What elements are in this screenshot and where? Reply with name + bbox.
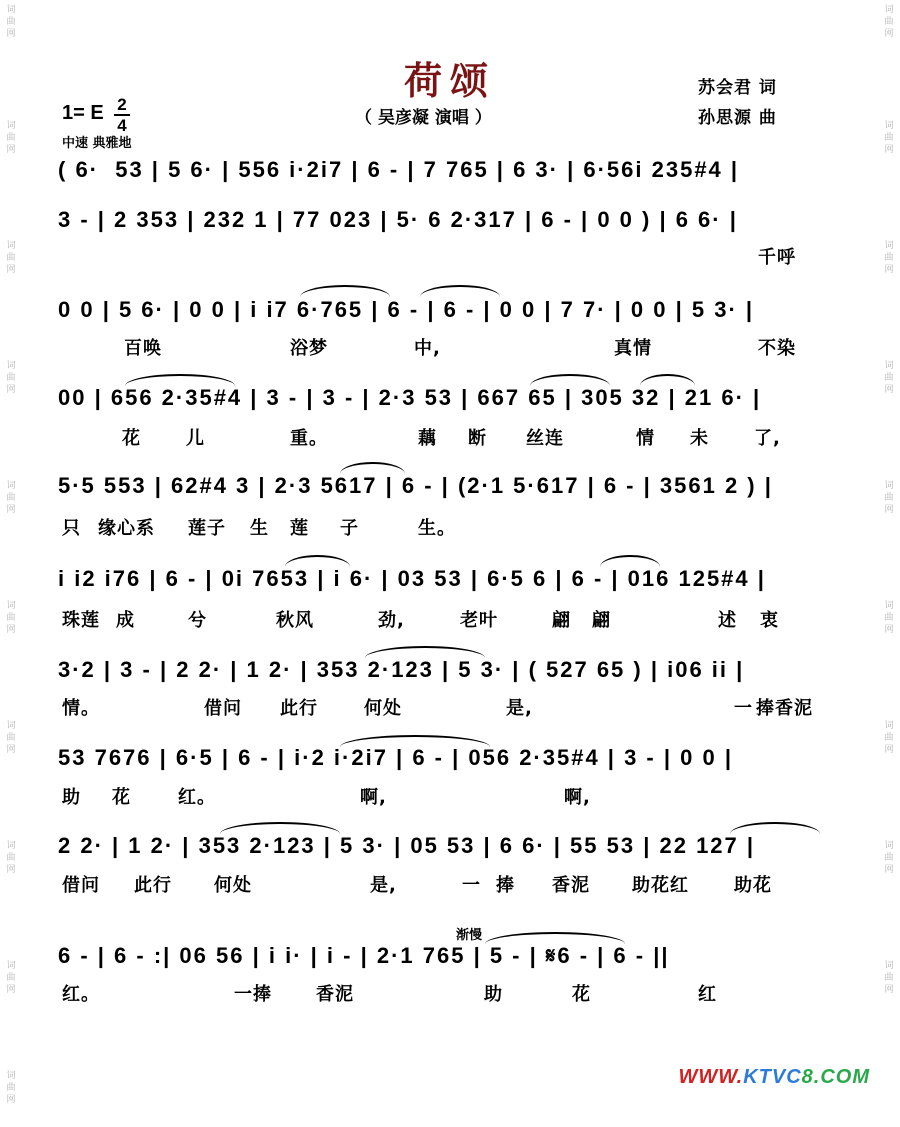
side-mark: 词 曲 网: [884, 601, 894, 635]
lyric-word: 是,: [370, 875, 397, 896]
lyric-word: 借问: [62, 875, 100, 896]
lyrics-line-6: [58, 694, 858, 720]
lyric-word: 生。: [418, 518, 456, 539]
lyric-word: 捧香泥: [756, 698, 813, 719]
watermark-part: 8.COM: [801, 1066, 870, 1088]
slur-mark: [420, 285, 500, 297]
side-mark: 词 曲 网: [884, 841, 894, 875]
lyrics-line-5: [58, 606, 858, 632]
lyric-word: 珠莲: [62, 610, 100, 631]
slur-mark: [125, 374, 235, 386]
slur-mark: [340, 735, 490, 747]
lyrics-line-2: [58, 334, 858, 360]
slur-mark: [340, 462, 405, 474]
lyric-word: 花: [122, 428, 141, 449]
lyric-word: 兮: [188, 610, 207, 631]
lyric-word: 一: [734, 698, 753, 719]
notation-row-8: 53 7676 | 6·5 | 6 - | i·2 i·2i7 | 6 - | 056 2·35#4 | 3 - | 0 0 |: [58, 745, 733, 770]
side-mark: 词 曲 网: [884, 241, 894, 275]
lyric-word: 莲子: [188, 518, 226, 539]
slur-mark: [530, 374, 610, 386]
side-mark: 词 曲 网: [6, 121, 16, 155]
lyric-word: 儿: [186, 428, 205, 449]
lyric-word: 红。: [178, 787, 216, 808]
side-mark: 词 曲 网: [884, 5, 894, 39]
lyric-word: 断: [468, 428, 487, 449]
lyric-word: 香泥: [552, 875, 590, 896]
side-mark: 词 曲 网: [884, 121, 894, 155]
lyric-word: 花: [112, 787, 131, 808]
lyric-word: 子: [340, 518, 359, 539]
notation-row-5: 5·5 553 | 62#4 3 | 2·3 5617 | 6 - | (2·1 5·617 | 6 - | 3561 2 ) |: [58, 473, 773, 498]
lyric-word: 一: [462, 875, 481, 896]
lyric-word: 百唤: [124, 338, 162, 359]
lyric-word: 衷: [760, 610, 779, 631]
slur-mark: [365, 646, 485, 658]
singer-credit: （ 吴彦凝 演唱 ）: [355, 108, 492, 128]
side-mark: 词 曲 网: [6, 601, 16, 635]
lyric-word: 助花: [734, 875, 772, 896]
lyric-word: 藕: [418, 428, 437, 449]
lyric-word: 此行: [280, 698, 318, 719]
ritardando-marking: 渐慢: [456, 928, 483, 943]
slur-mark: [730, 822, 820, 834]
lyric-word: 生: [250, 518, 269, 539]
lyrics-line-3: [58, 424, 858, 450]
lyric-word: 秋风: [276, 610, 314, 631]
song-title: 荷颂: [403, 59, 496, 103]
watermark-part: KTVC: [743, 1066, 802, 1088]
lyric-word: 红: [698, 984, 717, 1005]
lyric-word: 丝连: [526, 428, 564, 449]
lyric-word: 借问: [204, 698, 242, 719]
side-mark: 词 曲 网: [6, 5, 16, 39]
notation-row-10: 6 - | 6 - :| 06 56 | i i· | i - | 2·1 765 | 5 - | 𝄋6 - | 6 - ||: [58, 943, 670, 968]
lyric-word: 花: [572, 984, 591, 1005]
lyric-word: 述: [718, 610, 737, 631]
notation-row-9: 2 2· | 1 2· | 353 2·123 | 5 3· | 05 53 | 6 6· | 55 53 | 22 127 |: [58, 833, 756, 858]
left-margin-watermark: [0, 0, 22, 1119]
side-mark: 词 曲 网: [6, 241, 16, 275]
right-margin-watermark: [878, 0, 900, 1119]
lyric-word: 了,: [754, 428, 781, 449]
lyric-word: 何处: [364, 698, 402, 719]
lyric-word: 助: [62, 787, 81, 808]
lyrics-line-7: [58, 783, 858, 809]
side-mark: 词 曲 网: [6, 841, 16, 875]
notation-row-3: 0 0 | 5 6· | 0 0 | i i7 6·765 | 6 - | 6 - | 0 0 | 7 7· | 0 0 | 5 3· |: [58, 297, 755, 322]
time-signature: [114, 96, 130, 134]
side-mark: 词 曲 网: [6, 1071, 16, 1105]
lyric-word: 成: [116, 610, 135, 631]
lyric-word: 情。: [62, 698, 100, 719]
slur-mark: [300, 285, 390, 297]
lyric-word: 不染: [758, 338, 796, 359]
side-mark: 词 曲 网: [6, 361, 16, 395]
lyric-word: 啊,: [360, 787, 387, 808]
lyric-word: 千呼: [758, 247, 796, 268]
lyric-word: 翩: [552, 610, 571, 631]
lyric-word: 何处: [214, 875, 252, 896]
site-watermark: [679, 1066, 871, 1089]
lyric-word: 只: [62, 518, 81, 539]
lyric-word: 重。: [290, 428, 328, 449]
lyric-word: 莲: [290, 518, 309, 539]
side-mark: 词 曲 网: [884, 481, 894, 515]
notation-row-4: 00 | 656 2·35#4 | 3 - | 3 - | 2·3 53 | 667 65 | 305 32 | 21 6· |: [58, 385, 762, 410]
lyric-word: 翩: [592, 610, 611, 631]
composer-credit: 孙思源 曲: [698, 108, 777, 128]
notation-row-6: i i2 i76 | 6 - | 0i 7653 | i 6· | 03 53 | 6·5 6 | 6 - | 016 125#4 |: [58, 566, 766, 591]
lyric-word: 情: [636, 428, 655, 449]
slur-mark: [485, 932, 625, 944]
slur-mark: [600, 555, 660, 567]
lyricist-credit: 苏会君 词: [698, 78, 777, 98]
lyric-word: 助花红: [632, 875, 689, 896]
lyric-word: 啊,: [564, 787, 591, 808]
lyric-word: 捧: [496, 875, 515, 896]
lyric-word: 一捧: [234, 984, 272, 1005]
notation-row-2: 3 - | 2 353 | 232 1 | 77 023 | 5· 6 2·317 | 6 - | 0 0 ) | 6 6· |: [58, 207, 738, 232]
lyric-word: 劲,: [378, 610, 405, 631]
lyric-word: 未: [690, 428, 709, 449]
notation-row-1: ( 6· 53 | 5 6· | 556 i·2i7 | 6 - | 7 765 | 6 3· | 6·56i 235#4 |: [58, 157, 740, 182]
lyrics-line-4: [58, 514, 858, 540]
side-mark: 词 曲 网: [884, 361, 894, 395]
lyric-word: 红。: [62, 984, 100, 1005]
key-signature: 1= E: [62, 102, 104, 124]
lyrics-line-8: [58, 871, 858, 897]
lyric-word: 浴梦: [290, 338, 328, 359]
lyric-word: 老叶: [460, 610, 498, 631]
lyric-word: 助: [484, 984, 503, 1005]
side-mark: 词 曲 网: [6, 961, 16, 995]
lyric-word: 缘心系: [98, 518, 155, 539]
lyric-word: 此行: [134, 875, 172, 896]
lyric-word: 是,: [506, 698, 533, 719]
lyrics-line-1: [58, 243, 858, 269]
slur-mark: [220, 822, 340, 834]
time-signature-bottom: 4: [117, 116, 127, 135]
lyric-word: 香泥: [316, 984, 354, 1005]
tempo-marking: 中速 典雅地: [62, 136, 132, 151]
notation-row-7: 3·2 | 3 - | 2 2· | 1 2· | 353 2·123 | 5 3· | ( 527 65 ) | i06 ii |: [58, 657, 745, 682]
watermark-part: WWW.: [678, 1066, 744, 1088]
slur-mark: [285, 555, 350, 567]
side-mark: 词 曲 网: [884, 961, 894, 995]
time-signature-top: 2: [117, 95, 127, 114]
lyric-word: 真情: [614, 338, 652, 359]
side-mark: 词 曲 网: [884, 721, 894, 755]
lyric-word: 中,: [414, 338, 441, 359]
side-mark: 词 曲 网: [6, 481, 16, 515]
lyrics-line-9: [58, 980, 858, 1006]
side-mark: 词 曲 网: [6, 721, 16, 755]
slur-mark: [640, 374, 695, 386]
